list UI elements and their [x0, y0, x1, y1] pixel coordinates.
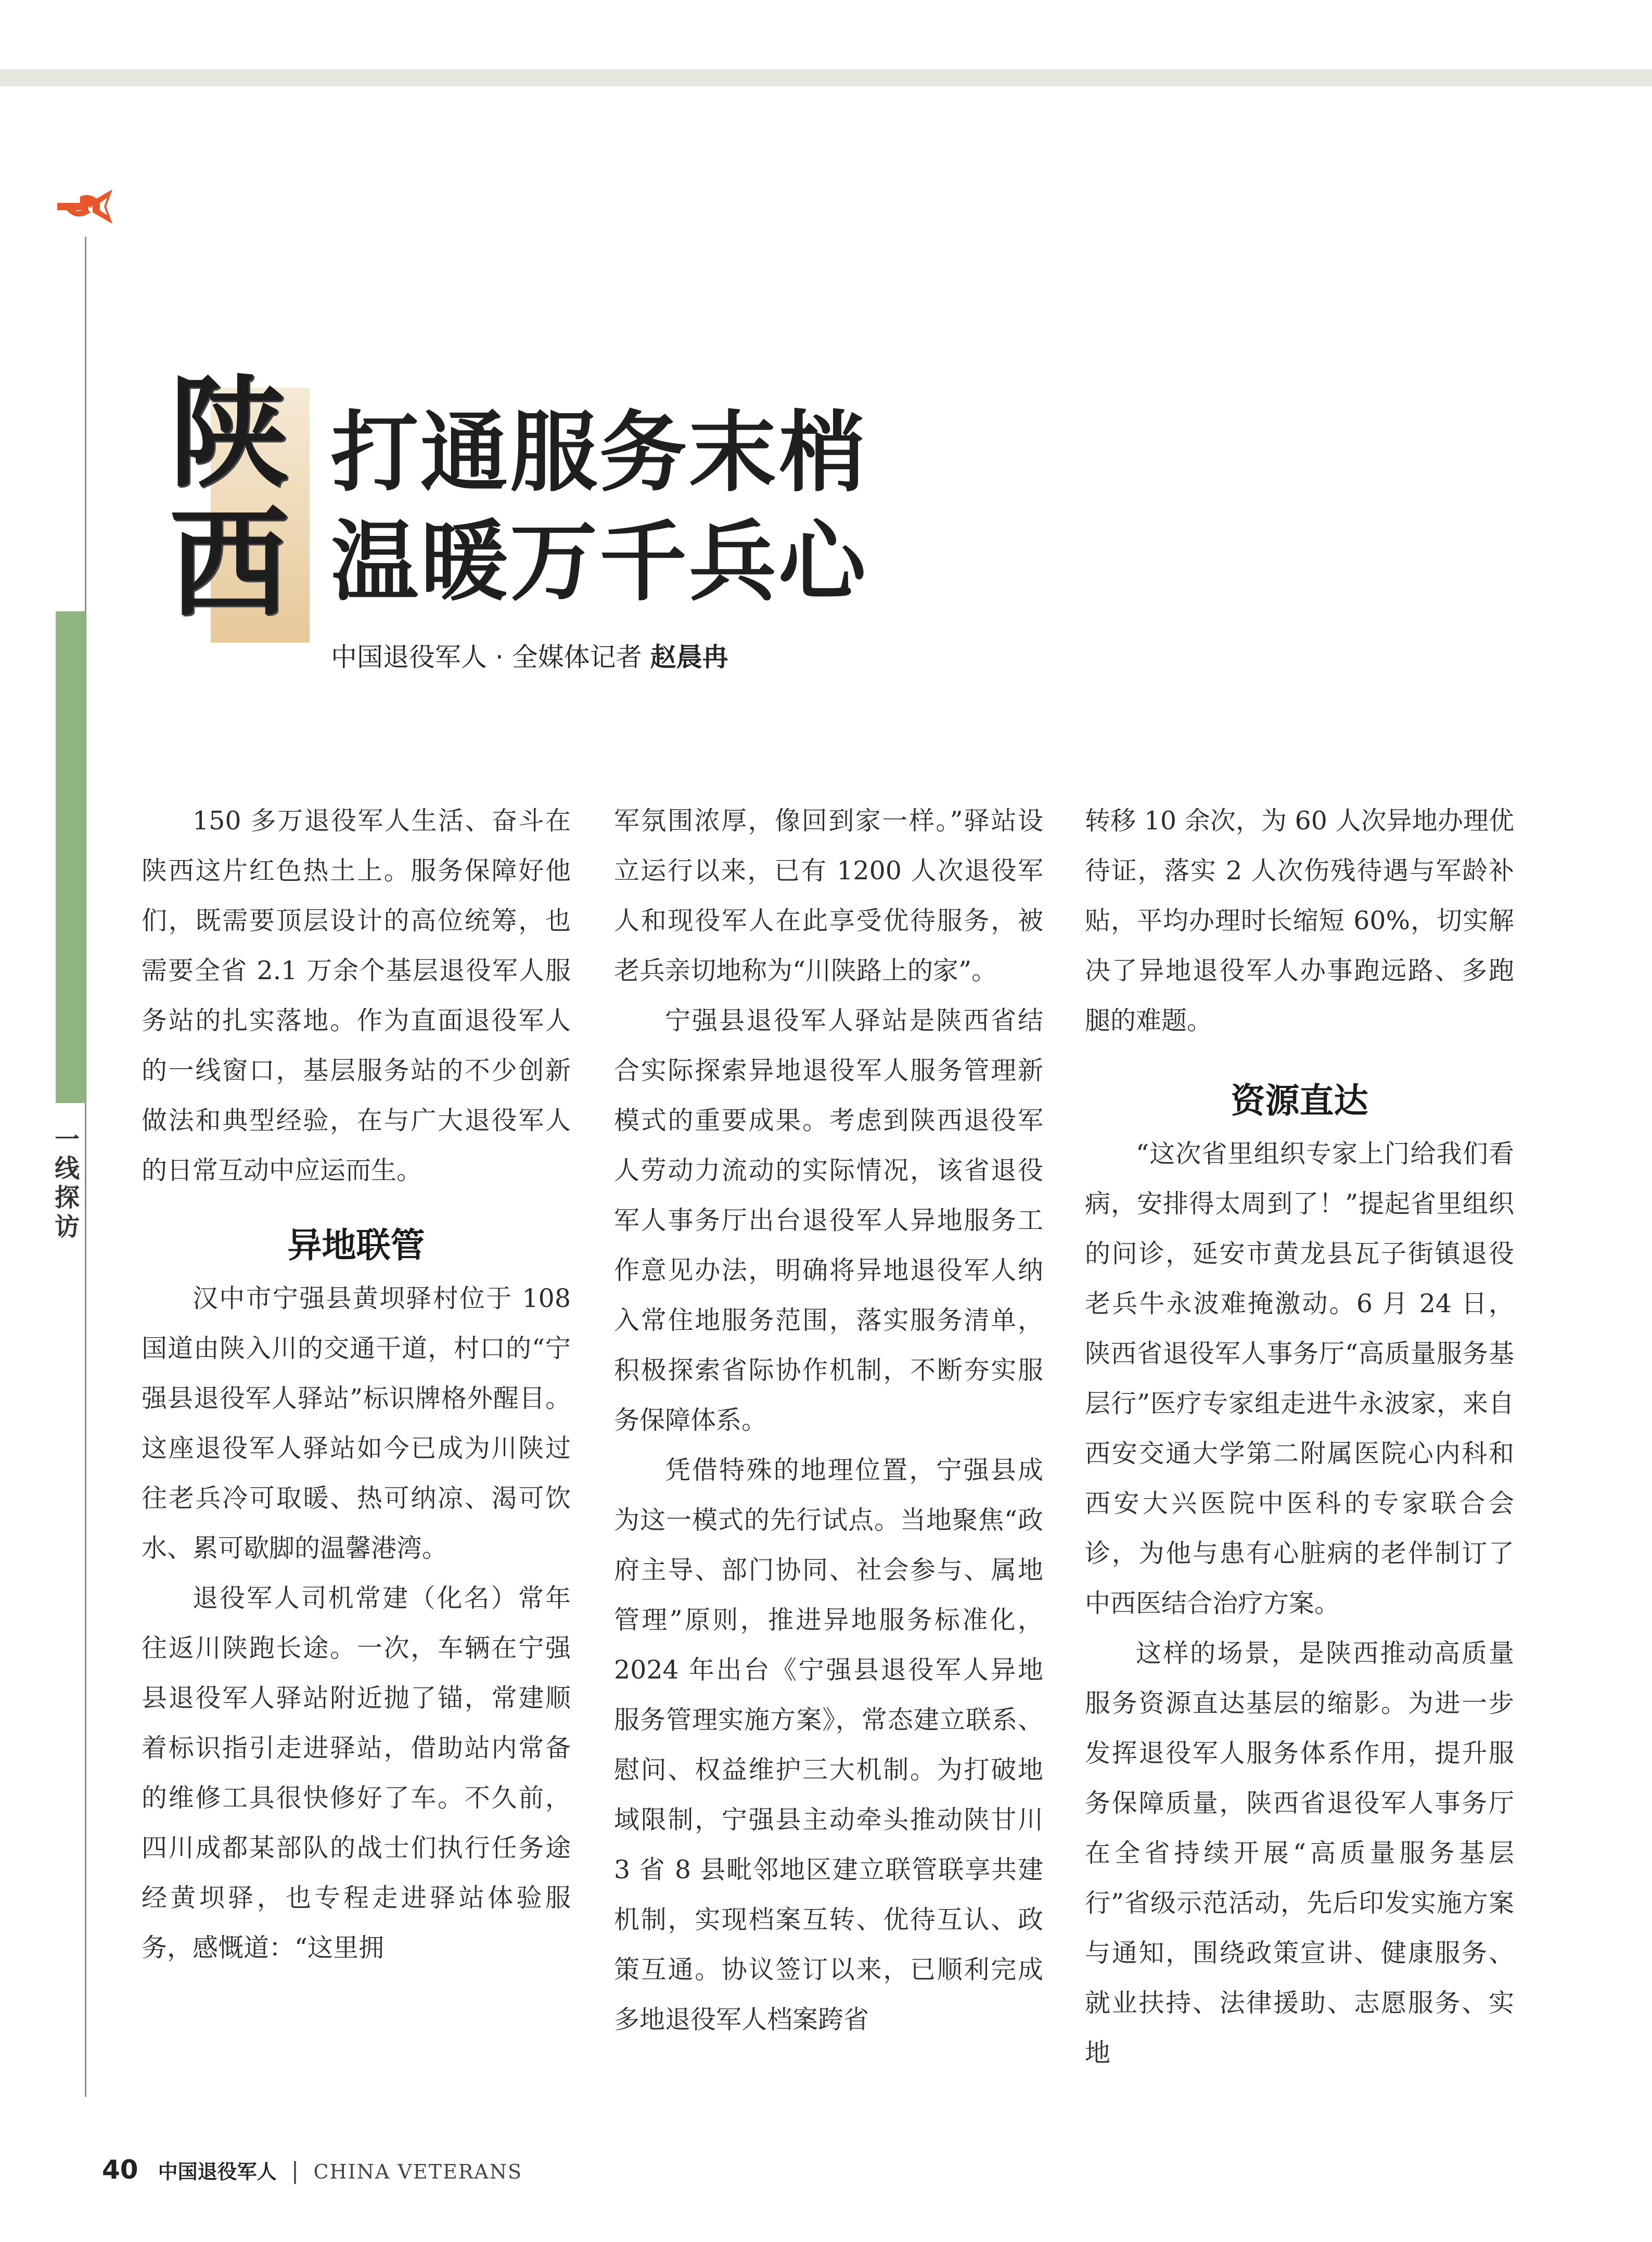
text-column-2: [614, 796, 1043, 2045]
text-column-3: [1085, 796, 1514, 2078]
title-line: 打通服务末梢: [331, 402, 868, 504]
top-decorative-band: [0, 69, 1652, 86]
byline-prefix: 中国退役军人 · 全媒体记者: [331, 642, 642, 672]
subheading: 资源直达: [1231, 1080, 1368, 1121]
paragraph: 凭借特殊的地理位置，宁强县成为这一模式的先行试点。当地聚焦“政府主导、部门协同、社会参与、属地管理”原则，推进异地服务标准化，2024 年出台《宁强县退役军人异地服务管理实施方案》，常态建立联系、慰问、权益维护三大机制。为打破地域限制，宁强县主动牵头推动陕甘川 3 省 8 县毗邻地区建立联管联享共建机制，实现档案互转、优待互认、政策互通。协议签订以来，已顺利完成多地退役军人档案跨省: [614, 1455, 1043, 2034]
text-column-1: [142, 796, 571, 1973]
paragraph: 退役军人司机常建（化名）常年往返川陕跑长途。一次，车辆在宁强县退役军人驿站附近抛了锚，常建顺着标识指引走进驿站，借助站内常备的维修工具很快修好了车。不久前，四川成都某部队的战士们执行任务途经黄坝驿，也专程走进驿站体验服务，感慨道：“这里拥: [142, 1583, 571, 1963]
footer-separator: |: [291, 2158, 299, 2184]
subheading: 异地联管: [287, 1225, 425, 1265]
page-number: 40: [102, 2155, 138, 2185]
seal-char: 陕: [169, 363, 289, 504]
paragraph: 150 多万退役军人生活、奋斗在陕西这片红色热土上。服务保障好他们，既需要顶层设计的高位统筹，也需要全省 2.1 万余个基层退役军人服务站的扎实落地。作为直面退役军人的一线窗口，基层服务站的不少创新做法和典型经验，在与广大退役军人的日常互动中应运而生。: [142, 806, 571, 1185]
paragraph: 宁强县退役军人驿站是陕西省结合实际探索异地退役军人服务管理新模式的重要成果。考虑到陕西退役军人劳动力流动的实际情况，该省退役军人事务厅出台退役军人异地服务工作意见办法，明确将异地退役军人纳入常住地服务范围，落实服务清单，积极探索省际协作机制，不断夯实服务保障体系。: [614, 1006, 1043, 1435]
page-footer: [102, 2154, 522, 2187]
paragraph: 这样的场景，是陕西推动高质量服务资源直达基层的缩影。为进一步发挥退役军人服务体系作用，提升服务保障质量，陕西省退役军人事务厅在全省持续开展“高质量服务基层行”省级示范活动，先后印发实施方案与通知，围绕政策宣讲、健康服务、就业扶持、法律援助、志愿服务、实地: [1085, 1638, 1514, 2068]
section-label: 一线探访: [54, 1125, 80, 1241]
province-seal: [151, 363, 307, 634]
paragraph: 汉中市宁强县黄坝驿村位于 108 国道由陕入川的交通干道，村口的“宁强县退役军人驿站”标识牌格外醒目。这座退役军人驿站如今已成为川陕过往老兵冷可取暖、热可纳凉、渴可饮水、累可歇脚的温馨港湾。: [142, 1284, 571, 1563]
paragraph: 转移 10 余次，为 60 人次异地办理优待证，落实 2 人次伤残待遇与军龄补贴，平均办理时长缩短 60%，切实解决了异地退役军人办事跑远路、多跑腿的难题。: [1085, 806, 1514, 1035]
section-color-bar: [56, 611, 86, 1103]
ribbon-logo-icon: [56, 187, 114, 226]
byline: [331, 639, 728, 675]
paragraph: “这次省里组织专家上门给我们看病，安排得太周到了！”提起省里组织的问诊，延安市黄龙县瓦子街镇退役老兵牛永波难掩激动。6 月 24 日，陕西省退役军人事务厅“高质量服务基层行”医疗专家组走进牛永波家，来自西安交通大学第二附属医院心内科和西安大兴医院中医科的专家联合会诊，为他与患有心脏病的老伴制订了中西医结合治疗方案。: [1085, 1139, 1514, 1618]
magazine-name: 中国退役军人: [158, 2160, 277, 2183]
seal-char: 西: [169, 493, 289, 634]
article-title: [331, 398, 868, 617]
margin-rule: [85, 237, 86, 2097]
title-line: 温暖万千兵心: [331, 511, 868, 613]
byline-author: 赵晨冉: [650, 642, 728, 672]
magazine-name-en: CHINA VETERANS: [313, 2160, 523, 2183]
paragraph: 军氛围浓厚，像回到家一样。”驿站设立运行以来，已有 1200 人次退役军人和现役军人在此享受优待服务，被老兵亲切地称为“川陕路上的家”。: [614, 806, 1043, 985]
